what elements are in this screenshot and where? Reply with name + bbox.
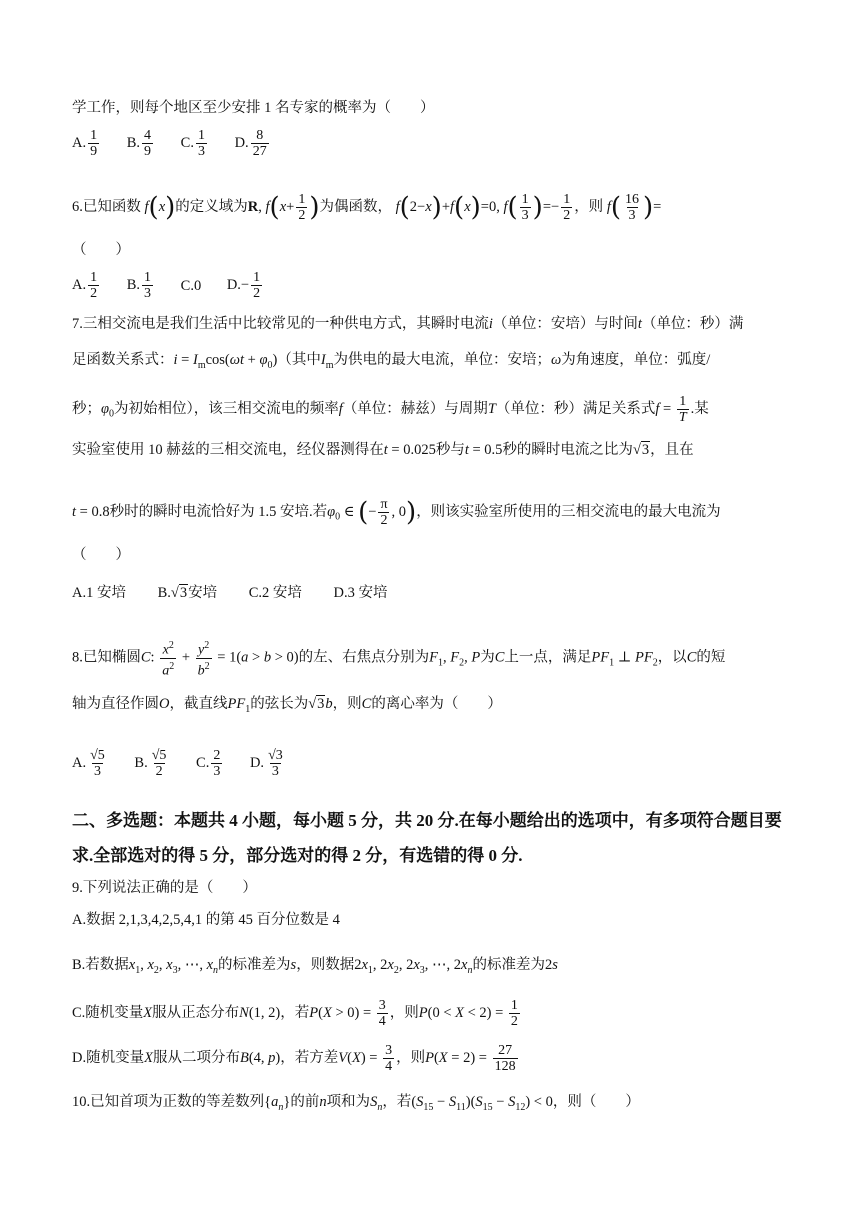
q6-option-d[interactable]: D.− $\frac{1}{2}$ bbox=[226, 270, 261, 301]
q7-option-a[interactable]: A.1 安培 bbox=[72, 584, 126, 601]
q7-line-1: 7.三相交流电是我们生活中比较常见的一种供电方式，其瞬时电流i（单位：安培）与时间t（单位：秒）满 bbox=[72, 316, 744, 332]
section-2-heading-line-2: 求.全部选对的得 5 分，部分选对的得 2 分，有选错的得 0 分. bbox=[72, 846, 523, 865]
q9-option-d[interactable]: D.随机变量X服从二项分布B(4, p)，若方差V(X) = $\frac{3}{4}$ ，则P(X = 2) = $\frac{27}{128}$ bbox=[72, 1043, 516, 1074]
q6-options bbox=[72, 270, 286, 301]
q5-option-b[interactable]: B. $\frac{4}{9}$ bbox=[126, 128, 152, 159]
q7-blank: （ ） bbox=[72, 547, 130, 563]
q7-option-c[interactable]: C.2 安培 bbox=[248, 584, 302, 601]
q9-option-b[interactable]: B.若数据$x_1$, $x_2$, $x_3$, ⋯, $x_n$的标准差为s，则数据$2x_1$, $2x_2$, $2x_3$, ⋯, $2x_n$的标准差为2s bbox=[72, 957, 558, 976]
q9-option-c[interactable]: C.随机变量X服从正态分布N(1, 2)，若P(X > 0) = $\frac{3}{4}$ ，则P(0 < X < 2) = $\frac{1}{2}$ bbox=[72, 998, 518, 1029]
q9-option-a[interactable]: A.数据 2,1,3,4,2,5,4,1 的第 45 百分位数是 4 bbox=[72, 912, 340, 928]
q5-option-c[interactable]: C. $\frac{1}{3}$ bbox=[180, 128, 205, 159]
q8-option-b[interactable]: B. $\frac{√5}{2}$ bbox=[134, 748, 167, 779]
q7-line-5: t = 0.8秒时的瞬时电流恰好为 1.5 安培.若$\varphi_0$ ∈ (− $\frac{\pi}{2}$ , 0)，则该实验室所使用的三相交流电的最大电流为 bbox=[72, 497, 721, 528]
q6-option-a[interactable]: A. $\frac{1}{2}$ bbox=[72, 270, 98, 301]
q7-options bbox=[72, 582, 410, 603]
q8-options bbox=[72, 748, 309, 779]
q8-option-c[interactable]: C. $\frac{2}{3}$ bbox=[196, 748, 221, 779]
q6-option-b[interactable]: B. $\frac{1}{3}$ bbox=[126, 270, 152, 301]
q5-options bbox=[72, 128, 293, 159]
q6-option-c[interactable]: C.0 bbox=[180, 277, 202, 294]
q5-option-d[interactable]: D. $\frac{8}{27}$ bbox=[234, 128, 267, 159]
q7-line-3: 秒；$\varphi_0$为初始相位），该三相交流电的频率f（单位：赫兹）与周期T（单位：秒）满足关系式f = $\frac{1}{T}$ .某 bbox=[72, 394, 709, 425]
q6-stem: 6.已知函数 f(x)的定义域为R, f(x+ $\frac{1}{2}$ )为偶函数， f(2−x)+f(x)=0, f( $\frac{1}{3}$ )=− $\frac{1}{2}$ ，则 f( $\frac{16}{3}$ )= bbox=[72, 192, 662, 223]
q8-option-d[interactable]: D. $\frac{√3}{3}$ bbox=[249, 748, 283, 779]
section-2-heading-line-1: 二、多选题：本题共 4 小题，每小题 5 分，共 20 分.在每小题给出的选项中，有多项符合题目要 bbox=[72, 811, 782, 830]
q7-line-4: 实验室使用 10 赫兹的三相交流电，经仪器测得在t = 0.025秒与t = 0.5秒的瞬时电流之比为√3，且在 bbox=[72, 442, 694, 458]
q5-stem: 学工作，则每个地区至少安排 1 名专家的概率为（ ） bbox=[72, 100, 435, 116]
q9-stem: 9.下列说法正确的是（ ） bbox=[72, 880, 257, 896]
q7-line-2: 足函数关系式：$i = I_m\cos(\omega t + \varphi_0)$（其中$I_m$为供电的最大电流，单位：安培；ω为角速度，单位：弧度/ bbox=[72, 352, 711, 371]
q6-blank: （ ） bbox=[72, 242, 130, 258]
q8-option-a[interactable]: A. $\frac{√5}{3}$ bbox=[72, 748, 105, 779]
q5-option-a[interactable]: A. $\frac{1}{9}$ bbox=[72, 128, 98, 159]
q7-option-b[interactable]: B.√3安培 bbox=[157, 584, 218, 601]
q10-stem: 10.已知首项为正数的等差数列$\{a_n\}$的前n项和为$S_n$，若$(S_{15} - S_{11})(S_{15} - S_{12}) < 0$，则（ ） bbox=[72, 1094, 640, 1113]
q8-line-1: 8.已知椭圆C: $\frac{x^2}{a^2}$ + $\frac{y^2}{b^2}$ = 1(a > b > 0)的左、右焦点分别为$F_1$, $F_2$, P为C上一点，满足$PF_1$ ⊥ $PF_2$，以C的短 bbox=[72, 640, 726, 679]
q7-option-d[interactable]: D.3 安培 bbox=[333, 584, 388, 601]
q8-line-2: 轴为直径作圆O，截直线$PF_1$的弦长为√3b，则C的离心率为（ ） bbox=[72, 696, 502, 715]
